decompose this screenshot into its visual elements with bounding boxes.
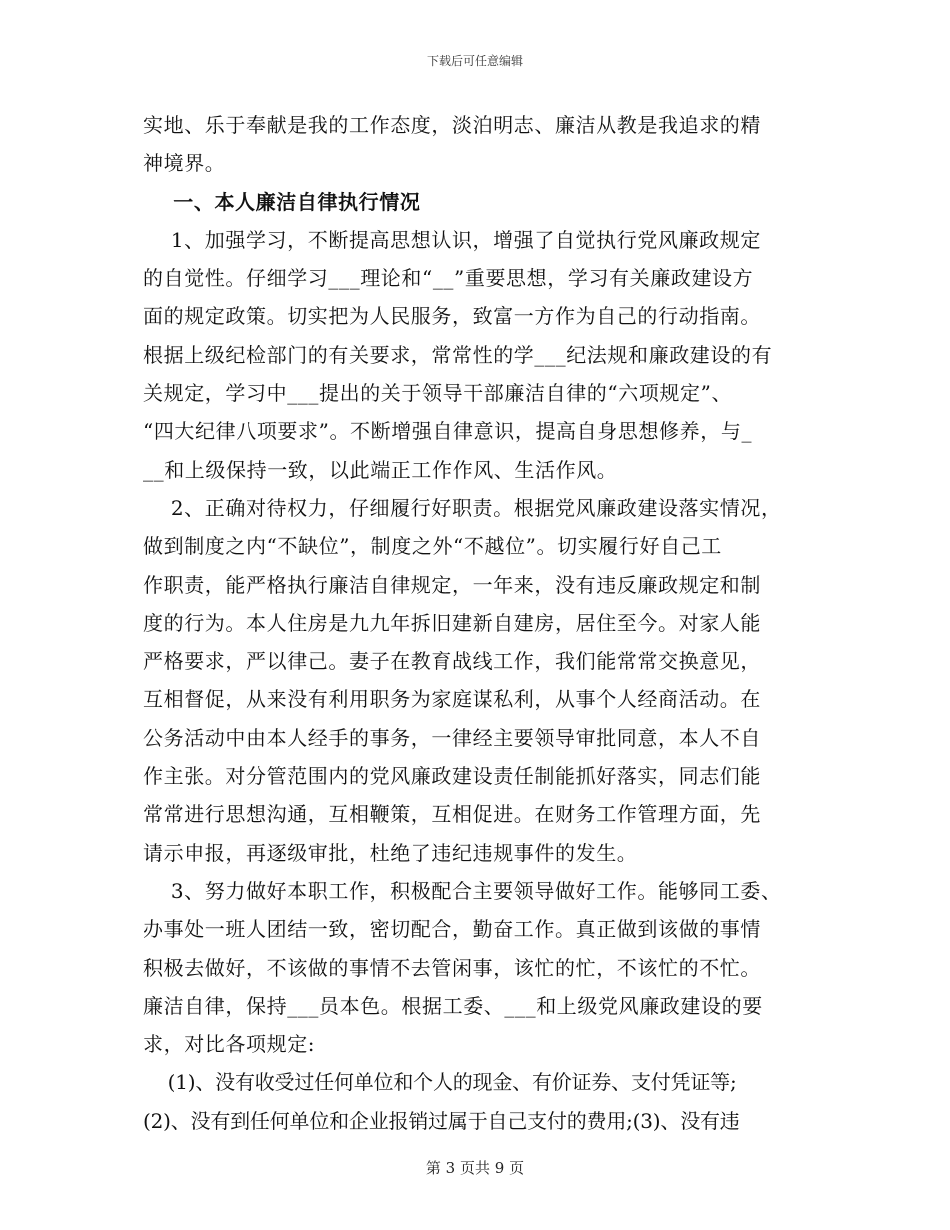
- body-line: “四大纪律八项要求”。不断增强自律意识，提高自身思想修养，与_: [143, 419, 753, 444]
- body-line: 公务活动中由本人经手的事务，一律经主要领导审批同意，本人不自: [143, 725, 761, 750]
- document-body: [143, 106, 843, 1140]
- body-line: 根据上级纪检部门的有关要求，常常性的学___纪法规和廉政建设的有: [143, 342, 773, 367]
- body-line: 关规定，学习中___提出的关于领导干部廉洁自律的“六项规定”、: [143, 381, 733, 406]
- body-line: 严格要求，严以律己。妻子在教育战线工作，我们能常常交换意见，: [143, 649, 761, 674]
- body-line: 神境界。: [143, 151, 226, 176]
- body-line: 常常进行思想沟通，互相鞭策，互相促进。在财务工作管理方面，先: [143, 802, 761, 827]
- body-line: 请示申报，再逐级审批，杜绝了违纪违规事件的发生。: [143, 840, 638, 865]
- body-line: 3、努力做好本职工作，积极配合主要领导做好工作。能够同工委、: [143, 878, 782, 903]
- body-line: 度的行为。本人住房是九九年拆旧建新自建房，居住至今。对家人能: [143, 610, 761, 635]
- body-line: 求，对比各项规定:: [143, 1032, 316, 1057]
- body-line: 做到制度之内“不缺位”，制度之外“不越位”。切实履行好自己工: [143, 534, 722, 559]
- body-line: 的自觉性。仔细学习___理论和“__”重要思想，学习有关廉政建设方: [143, 266, 754, 291]
- page-footer: 第 3 页共 9 页: [425, 1159, 525, 1177]
- body-line: 互相督促，从来没有利用职务为家庭谋私利，从事个人经商活动。在: [143, 687, 761, 712]
- body-line: 作职责，能严格执行廉洁自律规定，一年来，没有违反廉政规定和制: [143, 572, 761, 597]
- body-line: (2)、没有到任何单位和企业报销过属于自己支付的费用;(3)、没有违: [143, 1108, 740, 1133]
- body-line: 廉洁自律，保持___员本色。根据工委、___和上级党风廉政建设的要: [143, 993, 763, 1018]
- page-header: 下载后可任意编辑: [426, 54, 523, 68]
- section-heading: 一、本人廉洁自律执行情况: [143, 189, 421, 214]
- body-line: 2、正确对待权力，仔细履行好职责。根据党风廉政建设落实情况，: [143, 495, 782, 520]
- body-line: 实地、乐于奉献是我的工作态度，淡泊明志、廉洁从教是我追求的精: [143, 113, 761, 137]
- body-line: (1)、没有收受过任何单位和个人的现金、有价证券、支付凭证等;: [143, 1070, 737, 1095]
- body-line: 面的规定政策。切实把为人民服务，致富一方作为自己的行动指南。: [143, 304, 761, 329]
- body-line: 积极去做好，不该做的事情不去管闲事，该忙的忙，不该忙的不忙。: [143, 955, 761, 980]
- body-line: 办事处一班人团结一致，密切配合，勤奋工作。真正做到该做的事情: [143, 917, 761, 942]
- body-line: __和上级保持一致，以此端正工作作风、生活作风。: [143, 457, 618, 482]
- body-line: 作主张。对分管范围内的党风廉政建设责任制能抓好落实，同志们能: [143, 764, 761, 789]
- body-line: 1、加强学习，不断提高思想认识，增强了自觉执行党风廉政规定: [143, 227, 761, 252]
